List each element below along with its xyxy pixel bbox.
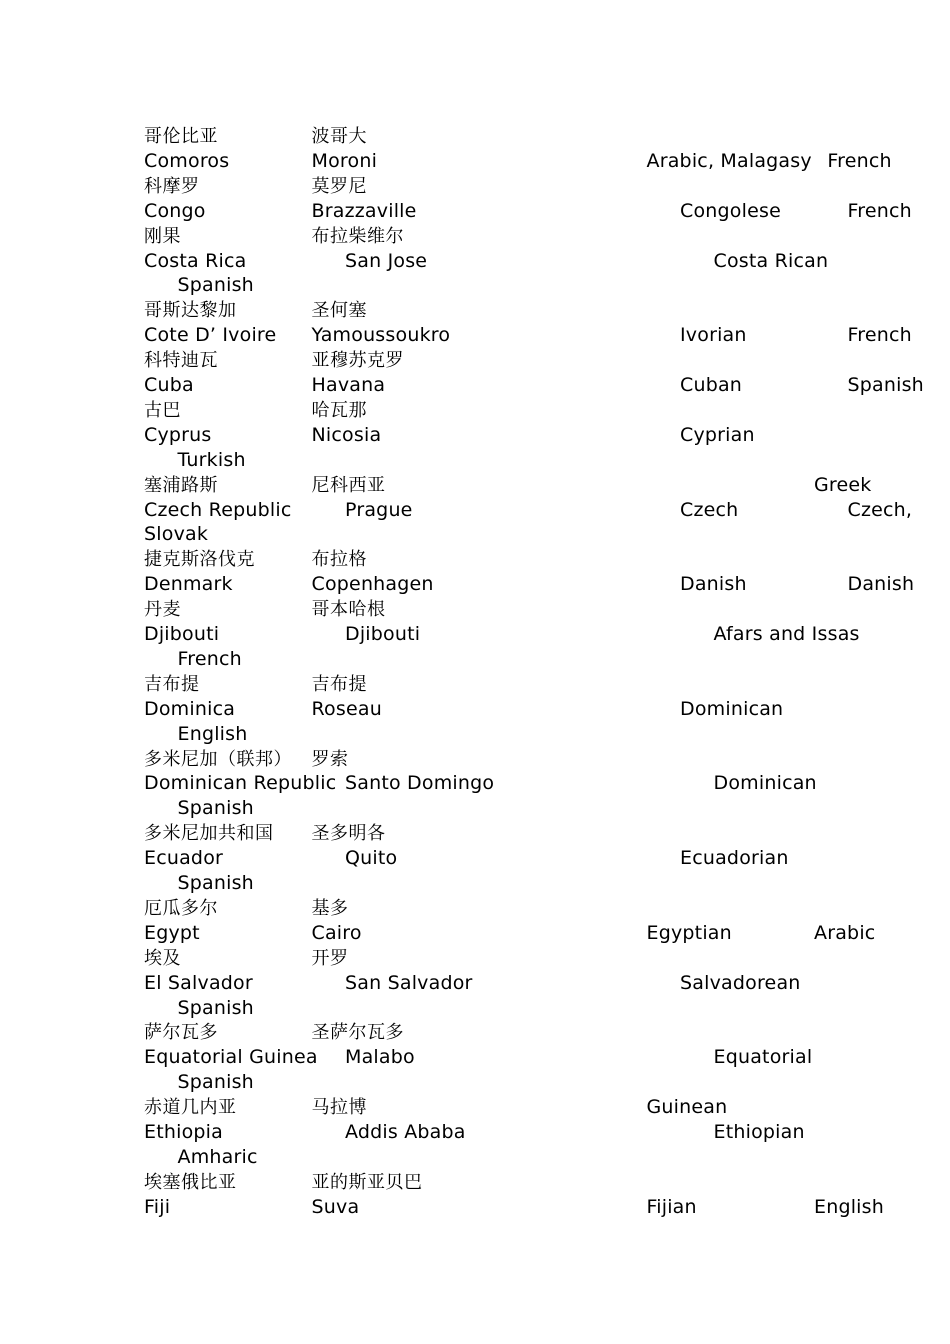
english-text: Danish	[847, 573, 915, 596]
chinese-text: 波哥大	[311, 126, 367, 147]
text-line	[0, 547, 950, 572]
english-text: Amharic	[177, 1145, 258, 1168]
english-text: Comoros	[144, 149, 230, 172]
text-line	[0, 1170, 950, 1195]
text-line	[0, 522, 950, 547]
english-text: Arabic	[814, 921, 876, 944]
english-text: Ivorian	[680, 324, 747, 347]
chinese-text: 多米尼加（联邦）	[144, 748, 292, 770]
text-line	[0, 821, 950, 846]
english-text: Dominican	[713, 772, 817, 795]
chinese-text: 亚穆苏克罗	[311, 350, 404, 372]
text-line	[0, 273, 950, 298]
text-line	[0, 224, 950, 249]
chinese-text: 刚果	[144, 225, 181, 247]
english-text: Moroni	[311, 149, 378, 172]
chinese-text: 吉布提	[144, 673, 200, 695]
english-text: Ecuadorian	[680, 847, 789, 870]
english-text: Salvadorean	[680, 971, 801, 994]
english-text: Prague	[345, 498, 413, 521]
english-text: English	[177, 722, 248, 745]
english-text: Ecuador	[144, 847, 224, 870]
english-text: Cuban	[680, 374, 743, 396]
chinese-text: 萨尔瓦多	[144, 1022, 218, 1044]
english-text: Dominican Republic	[144, 772, 337, 795]
chinese-text: 布拉柴维尔	[311, 225, 404, 247]
chinese-text: 哥斯达黎加	[144, 300, 237, 322]
english-text: Spanish	[177, 797, 254, 820]
chinese-text: 埃塞俄比亚	[144, 1171, 237, 1193]
english-text: Costa Rica	[144, 249, 247, 272]
english-text: Addis Ababa	[345, 1121, 466, 1143]
text-line	[0, 1195, 950, 1220]
chinese-text: 吉布提	[311, 673, 367, 695]
chinese-text: 开罗	[311, 947, 349, 969]
text-line	[0, 1070, 950, 1095]
text-line	[0, 796, 950, 821]
english-text: French	[827, 149, 892, 172]
text-line	[0, 647, 950, 672]
english-text: Afars and Issas	[713, 623, 860, 645]
text-line	[0, 1020, 950, 1045]
chinese-text: 丹麦	[144, 599, 181, 621]
text-line	[0, 622, 950, 647]
text-line	[0, 846, 950, 871]
english-text: Spanish	[177, 274, 254, 297]
text-line	[0, 498, 950, 523]
text-line	[0, 348, 950, 373]
text-line	[0, 946, 950, 971]
chinese-text: 科特迪瓦	[144, 350, 218, 372]
chinese-text: 哈瓦那	[311, 399, 367, 421]
text-line	[0, 697, 950, 722]
english-text: Czech Republic	[144, 498, 292, 521]
text-line	[0, 149, 950, 174]
chinese-text: 古巴	[144, 399, 181, 421]
english-text: Santo Domingo	[345, 772, 495, 795]
english-text: Spanish	[177, 996, 254, 1019]
english-text: Yamoussoukro	[311, 324, 451, 347]
english-text: Congolese	[680, 199, 781, 222]
english-text: El Salvador	[144, 971, 253, 994]
english-text: Spanish	[177, 872, 254, 894]
english-text: Guinean	[646, 1096, 728, 1119]
english-text: Cyprus	[144, 423, 212, 446]
chinese-text: 基多	[311, 897, 349, 919]
text-line	[0, 1120, 950, 1145]
chinese-text: 哥本哈根	[311, 599, 386, 621]
text-line	[0, 597, 950, 622]
english-text: French	[177, 647, 242, 670]
english-text: Danish	[680, 573, 747, 596]
text-line	[0, 747, 950, 772]
english-text: Cote D’ Ivoire	[144, 324, 277, 347]
english-text: Greek	[814, 473, 872, 496]
text-line	[0, 473, 950, 498]
english-text: Roseau	[311, 697, 382, 720]
english-text: Malabo	[345, 1046, 415, 1069]
text-line	[0, 896, 950, 921]
text-line	[0, 448, 950, 473]
english-text: Turkish	[177, 448, 246, 471]
text-line	[0, 199, 950, 224]
chinese-text: 埃及	[144, 947, 181, 969]
chinese-text: 布拉格	[311, 549, 367, 571]
english-text: Havana	[311, 374, 386, 396]
chinese-text: 哥伦比亚	[144, 126, 218, 147]
english-text: Czech,	[847, 498, 913, 521]
english-text: Copenhagen	[311, 573, 434, 596]
english-text: Egyptian	[646, 921, 732, 944]
english-text: Slovak	[144, 523, 209, 546]
english-text: Fijian	[646, 1195, 697, 1218]
chinese-text: 罗索	[311, 748, 349, 770]
english-text: Suva	[311, 1195, 360, 1218]
english-text: Dominican	[680, 697, 784, 720]
text-line	[0, 996, 950, 1021]
english-text: Congo	[144, 199, 206, 222]
english-text: Spanish	[847, 374, 924, 396]
english-text: Cyprian	[680, 423, 755, 446]
english-text: Costa Rican	[713, 249, 829, 272]
english-text: Fiji	[144, 1195, 171, 1218]
english-text: Equatorial	[713, 1046, 813, 1069]
english-text: English	[814, 1195, 885, 1218]
chinese-text: 捷克斯洛伐克	[144, 549, 255, 571]
english-text: Equatorial Guinea	[144, 1046, 318, 1069]
english-text: Quito	[345, 847, 398, 870]
english-text: Arabic, Malagasy	[646, 149, 812, 172]
text-line	[0, 871, 950, 896]
english-text: San Jose	[345, 249, 428, 272]
english-text: Brazzaville	[311, 199, 417, 222]
text-line	[0, 1045, 950, 1070]
english-text: Djibouti	[345, 623, 421, 645]
chinese-text: 厄瓜多尔	[144, 897, 218, 919]
english-text: Spanish	[177, 1071, 254, 1094]
english-text: Dominica	[144, 697, 236, 720]
chinese-text: 多米尼加共和国	[144, 823, 274, 845]
chinese-text: 塞浦路斯	[144, 474, 218, 496]
text-line	[0, 971, 950, 996]
text-line	[0, 398, 950, 423]
text-line	[0, 423, 950, 448]
text-line	[0, 572, 950, 597]
english-text: Ethiopian	[713, 1121, 805, 1143]
chinese-text: 圣萨尔瓦多	[311, 1022, 404, 1044]
chinese-text: 圣多明各	[311, 823, 386, 845]
english-text: Nicosia	[311, 423, 382, 446]
text-line	[0, 323, 950, 348]
english-text: Czech	[680, 498, 739, 521]
text-line	[0, 672, 950, 697]
text-line	[0, 124, 950, 149]
english-text: French	[847, 199, 912, 222]
text-line	[0, 174, 950, 199]
english-text: San Salvador	[345, 971, 473, 994]
text-line	[0, 722, 950, 747]
english-text: Ethiopia	[144, 1121, 223, 1143]
chinese-text: 莫罗尼	[311, 175, 367, 197]
english-text: Denmark	[144, 573, 233, 596]
english-text: Djibouti	[144, 623, 220, 645]
text-line	[0, 249, 950, 274]
english-text: Cuba	[144, 374, 194, 396]
english-text: Egypt	[144, 921, 200, 944]
text-line	[0, 298, 950, 323]
text-line	[0, 373, 950, 398]
chinese-text: 马拉博	[311, 1097, 367, 1119]
chinese-text: 圣何塞	[311, 300, 367, 322]
chinese-text: 赤道几内亚	[144, 1097, 237, 1119]
chinese-text: 科摩罗	[144, 175, 200, 197]
text-line	[0, 771, 950, 796]
chinese-text: 亚的斯亚贝巴	[311, 1171, 423, 1193]
english-text: French	[847, 324, 912, 347]
text-line	[0, 1145, 950, 1170]
text-line	[0, 1095, 950, 1120]
chinese-text: 尼科西亚	[311, 474, 386, 496]
english-text: Cairo	[311, 921, 362, 944]
text-line	[0, 921, 950, 946]
